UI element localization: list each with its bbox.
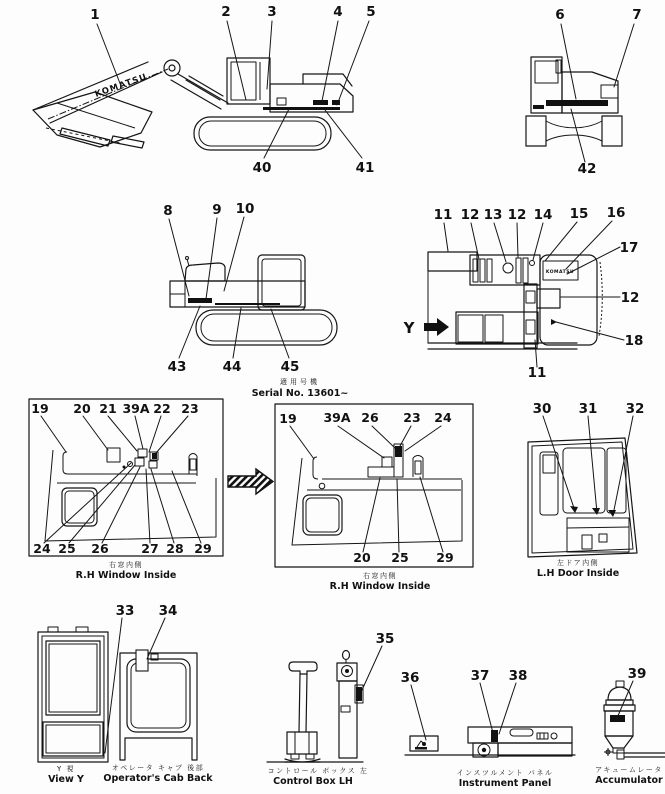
callout-37: 37 [470, 668, 490, 684]
panel-lower [498, 743, 572, 756]
canopy [185, 263, 225, 281]
brand-decal-rear [546, 100, 608, 106]
callout-28: 28 [166, 541, 184, 556]
lh-door-label-ja: 左ドア内側 [556, 559, 600, 567]
callout-6: 6 [555, 7, 565, 23]
view-y-label-ja: Y 視 [56, 765, 76, 773]
rh-window-a-label-ja: 右窓内側 [109, 561, 143, 569]
view-marker-y: Y [403, 319, 415, 337]
callout-39A: 39A [323, 410, 351, 425]
view-instrument-panel [401, 668, 575, 789]
brand-decal-plan: KOMATSU [545, 270, 575, 275]
decal-mark [313, 100, 328, 105]
change-arrow-icon [228, 469, 273, 494]
instrument-panel-label-en: Instrument Panel [458, 778, 552, 789]
callout-27: 27 [141, 541, 159, 556]
window-pane [303, 495, 342, 535]
callout-9: 9 [212, 202, 222, 218]
rh-window-b-label-ja: 右窓内側 [363, 572, 397, 580]
callout-18: 18 [624, 333, 644, 349]
instrument-panel-label-ja: インスツルメント パネル [456, 769, 554, 777]
callout-5: 5 [366, 4, 376, 20]
callout-24: 24 [33, 541, 51, 556]
serial-label-en: Serial No. 13601~ [251, 388, 349, 399]
callout-10: 10 [235, 201, 255, 217]
callout-1: 1 [90, 7, 100, 23]
callout-35: 35 [375, 631, 395, 647]
callout-22: 22 [153, 401, 171, 416]
callout-42: 42 [577, 161, 597, 177]
callout-8: 8 [163, 203, 173, 219]
callout-32: 32 [625, 401, 645, 417]
lh-door-label-en: L.H Door Inside [536, 568, 620, 579]
callout-12c: 12 [620, 290, 640, 306]
callout-38: 38 [508, 668, 528, 684]
skirt-stripe [263, 107, 340, 110]
callout-36: 36 [400, 670, 420, 686]
callout-17: 17 [619, 240, 639, 256]
callout-19: 19 [279, 411, 297, 426]
callout-19: 19 [31, 401, 49, 416]
callout-23: 23 [181, 401, 199, 416]
callout-4: 4 [333, 4, 343, 20]
callout-45: 45 [280, 359, 300, 375]
view-y-label-en: View Y [48, 774, 84, 785]
view-rh-window-inside-b [275, 404, 473, 592]
cab-lh [258, 255, 305, 310]
callout-11b: 11 [527, 365, 547, 381]
callout-40: 40 [252, 160, 272, 176]
callout-20: 20 [73, 401, 91, 416]
pedestal [339, 681, 357, 758]
callout-16: 16 [606, 205, 626, 221]
brand-decal-boom: KOMATSU [93, 72, 149, 100]
view-machine-side-rh [33, 4, 376, 176]
callout-44: 44 [222, 359, 242, 375]
view-machine-side-lh [163, 201, 337, 375]
control-box-label-en: Control Box LH [273, 776, 353, 787]
view-rh-window-inside-a [29, 399, 223, 581]
callout-2: 2 [221, 4, 231, 20]
view-cab-back [103, 603, 213, 784]
bucket [33, 92, 152, 147]
callout-39: 39 [627, 666, 647, 682]
callout-11: 11 [433, 207, 453, 223]
callout-34: 34 [158, 603, 178, 619]
callout-33: 33 [115, 603, 135, 619]
callout-30: 30 [532, 401, 552, 417]
callout-3: 3 [267, 4, 277, 20]
callout-39A: 39A [122, 401, 150, 416]
callout-25: 25 [391, 550, 409, 565]
track-left [526, 116, 546, 146]
rh-window-a-label-en: R.H Window Inside [75, 570, 177, 581]
view-machine-rear [526, 7, 642, 177]
serial-label-ja: 適用号機 [280, 378, 320, 386]
decal-mark [188, 298, 212, 303]
accumulator-label-en: Accumulator [595, 775, 663, 786]
window-pane [62, 488, 97, 526]
callout-21: 21 [99, 401, 117, 416]
track-right [602, 116, 622, 146]
callout-31: 31 [578, 401, 598, 417]
accumulator-label-ja: アキュームレータ [595, 766, 663, 774]
callout-23: 23 [403, 410, 421, 425]
callout-12: 12 [460, 207, 480, 223]
callout-12b: 12 [507, 207, 527, 223]
accumulator-body [605, 711, 633, 736]
serial-note [252, 377, 349, 399]
rh-window-b-label-en: R.H Window Inside [329, 581, 431, 592]
track-lh [196, 310, 337, 345]
callout-24: 24 [434, 410, 452, 425]
joystick-handle [289, 662, 317, 674]
view-lh-door-inside [528, 401, 644, 579]
detail-box-frame [29, 399, 223, 556]
cab-back-label-en: Operator's Cab Back [103, 773, 213, 784]
view-machine-plan [403, 205, 644, 381]
callout-29: 29 [194, 541, 212, 556]
view-control-box-lh [267, 631, 394, 787]
cab [227, 58, 270, 104]
callout-25: 25 [58, 541, 76, 556]
cab-back-label-ja: オペレータ キャブ 後部 [111, 764, 205, 772]
callout-41: 41 [355, 160, 375, 176]
callout-7: 7 [632, 7, 642, 23]
view-accumulator [595, 666, 665, 786]
callout-29: 29 [436, 550, 454, 565]
control-box-label-ja: コントロール ボックス 左 [267, 767, 369, 775]
counterweight [562, 72, 618, 113]
callout-26: 26 [91, 541, 109, 556]
callout-26: 26 [361, 410, 379, 425]
cab-plan [540, 255, 597, 345]
callout-20: 20 [353, 550, 371, 565]
track [194, 117, 331, 150]
callout-15: 15 [569, 206, 589, 222]
callout-14: 14 [533, 207, 553, 223]
lever-knob [343, 651, 350, 660]
callout-13: 13 [483, 207, 503, 223]
callout-43: 43 [167, 359, 187, 375]
